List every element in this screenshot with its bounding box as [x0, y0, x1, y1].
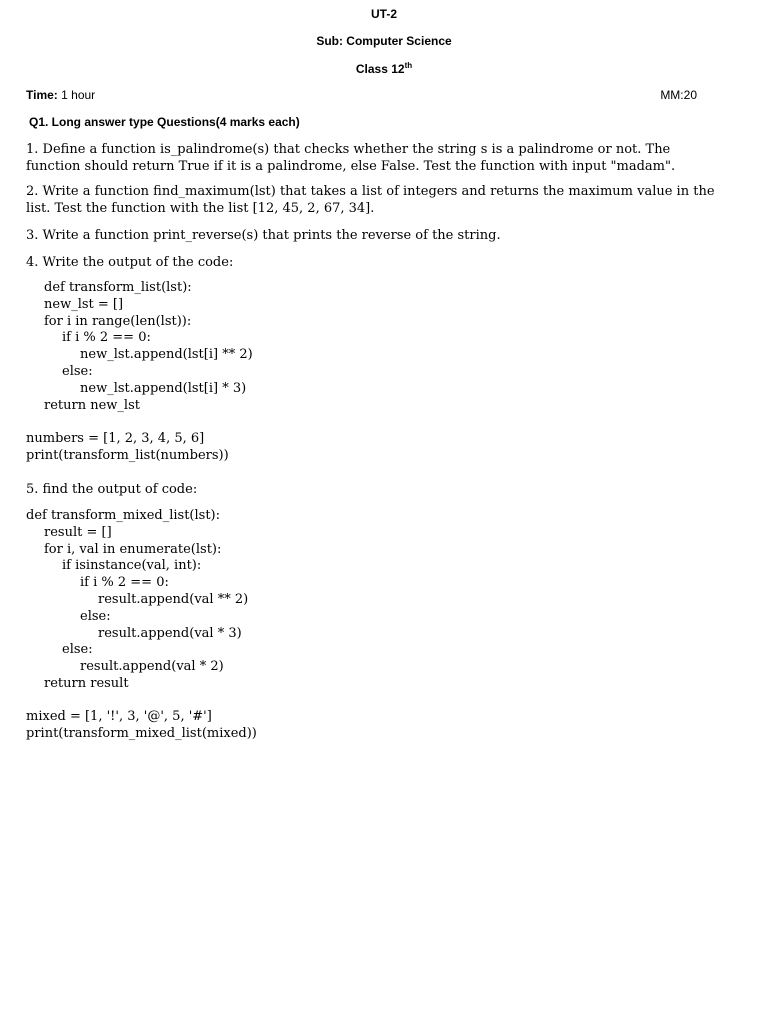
code-line: if isinstance(val, int):	[62, 558, 202, 574]
code-line: def transform_mixed_list(lst):	[26, 508, 220, 523]
code-line: result.append(val ** 2)	[98, 591, 249, 607]
code-line: else:	[80, 608, 111, 624]
code-line: result.append(val * 2)	[80, 659, 224, 675]
code-line: result.append(val * 3)	[98, 625, 242, 641]
question-2: 2. Write a function find_maximum(lst) that takes a list of integers and returns the maximum value in the list. Test the function with the list [12, 45, 2, 67, 34].	[26, 184, 715, 216]
question-1: 1. Define a function is_palindrome(s) that checks whether the string s is a palindrome or not. The function should return True if it is a palindrome, else False. Test the function with input "madam".	[26, 142, 676, 174]
max-marks: MM:20	[660, 88, 697, 102]
code-line: return result	[44, 675, 129, 691]
code-line: result = []	[44, 524, 112, 540]
section-heading: Q1. Long answer type Questions(4 marks each)	[29, 115, 300, 129]
code-line: if i % 2 == 0:	[62, 330, 151, 346]
code-line: print(transform_mixed_list(mixed))	[26, 725, 257, 741]
code-line: print(transform_list(numbers))	[26, 447, 229, 463]
code-block-2-call	[26, 709, 257, 743]
code-line: new_lst = []	[44, 296, 124, 312]
class-superscript: th	[404, 61, 413, 70]
code-block-1-call	[26, 431, 229, 465]
question-5: 5. find the output of code:	[26, 482, 198, 497]
exam-title: UT-2	[370, 7, 397, 21]
class-label: Class 12	[355, 62, 405, 76]
code-line: if i % 2 == 0:	[80, 575, 169, 591]
question-3: 3. Write a function print_reverse(s) that prints the reverse of the string.	[26, 228, 501, 243]
class-line	[0, 61, 768, 76]
code-line: def transform_list(lst):	[44, 280, 192, 295]
code-line: for i in range(len(lst)):	[44, 313, 192, 329]
code-line: for i, val in enumerate(lst):	[44, 541, 222, 557]
subject-line: Sub: Computer Science	[316, 34, 452, 48]
code-line: new_lst.append(lst[i] ** 2)	[80, 347, 253, 363]
time-line	[26, 88, 95, 102]
code-block-1	[26, 280, 253, 414]
question-4: 4. Write the output of the code:	[26, 255, 234, 270]
code-line: else:	[62, 642, 93, 658]
code-block-2	[26, 508, 248, 693]
code-line: new_lst.append(lst[i] * 3)	[80, 380, 247, 396]
time-label: Time:	[26, 88, 58, 102]
code-line: numbers = [1, 2, 3, 4, 5, 6]	[26, 431, 205, 446]
code-line: mixed = [1, '!', 3, '@', 5, '#']	[26, 709, 212, 724]
code-line: return new_lst	[44, 397, 140, 413]
code-line: else:	[62, 363, 93, 379]
time-value: 1 hour	[57, 88, 96, 102]
